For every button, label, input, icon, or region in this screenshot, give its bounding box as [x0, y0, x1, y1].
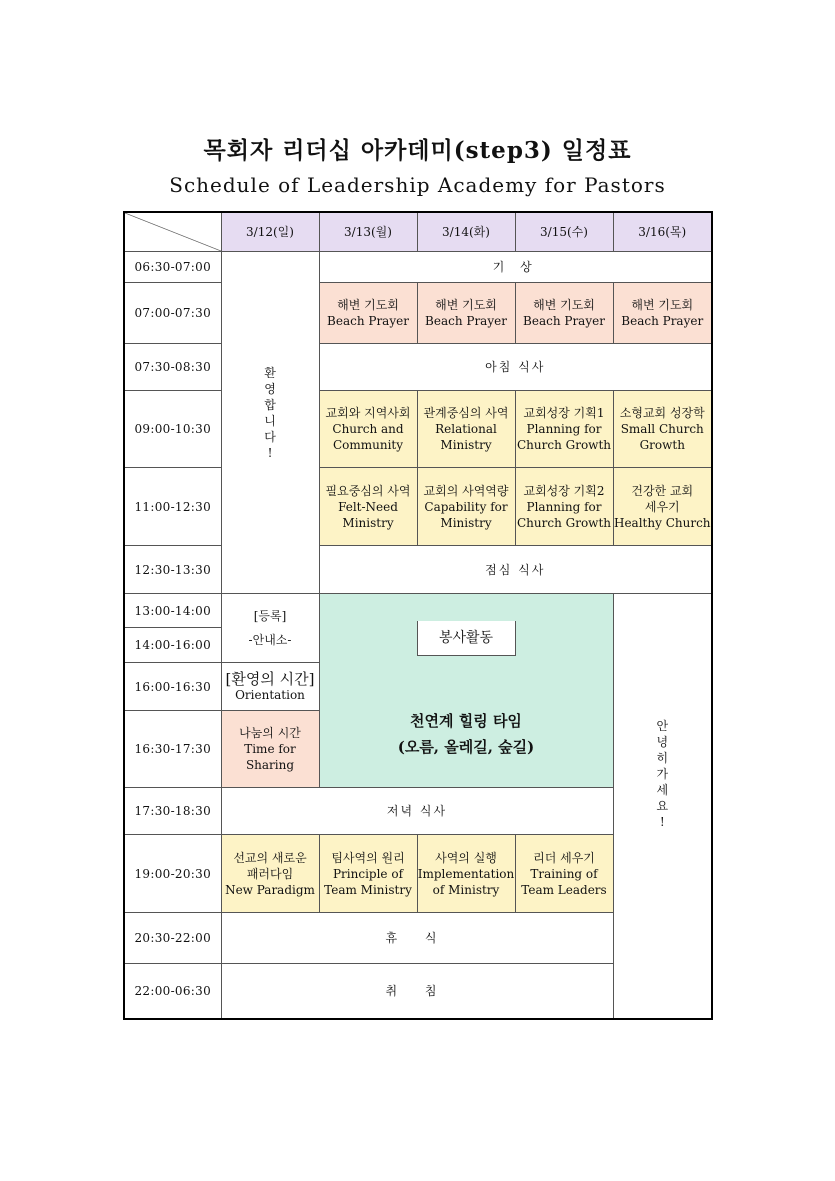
welcome-char: ! — [267, 445, 273, 460]
session-title-en: Ministry — [440, 515, 492, 530]
day-header: 3/12(일) — [221, 212, 319, 252]
welcome-char: 영 — [264, 381, 276, 396]
session-title-kr: 세우기 — [644, 499, 680, 514]
healing-cell — [319, 594, 613, 788]
beach-prayer-cell — [319, 283, 417, 344]
session-title-kr: 해변 기도회 — [533, 298, 595, 312]
session-title-kr: 패러다임 — [246, 866, 294, 881]
session-title-en: of Ministry — [432, 882, 500, 897]
session-cell — [515, 468, 613, 546]
session-title-en: Church and — [332, 422, 404, 436]
session-cell — [613, 391, 712, 468]
healing-title: 천연계 힐링 타임 — [410, 711, 522, 730]
goodbye-char: 세 — [656, 782, 669, 797]
session-cell — [515, 835, 613, 913]
time-slot: 07:30-08:30 — [124, 344, 221, 391]
welcome-char: 다 — [264, 429, 276, 444]
corner-cell — [124, 212, 221, 252]
goodbye-char: 히 — [656, 750, 669, 765]
session-title-kr: 해변 기도회 — [631, 298, 694, 312]
beach-prayer-cell — [515, 283, 613, 344]
session-title-kr: 사역의 실행 — [435, 850, 497, 865]
orientation-title: [환영의 시간] — [225, 669, 315, 688]
time-slot: 11:00-12:30 — [124, 468, 221, 546]
dinner-cell: 저녁 식사 — [221, 788, 613, 835]
session-title-en: Planning for — [526, 499, 602, 514]
session-title-en: Capability for — [424, 499, 508, 514]
session-title-kr: 선교의 새로운 — [233, 850, 307, 865]
welcome-char: 합 — [264, 397, 276, 412]
session-title-en: Beach Prayer — [327, 314, 409, 328]
session-cell — [319, 468, 417, 546]
session-title-en: Felt-Need — [338, 499, 398, 514]
time-slot: 19:00-20:30 — [124, 835, 221, 913]
day-header: 3/13(월) — [319, 212, 417, 252]
time-slot: 06:30-07:00 — [124, 252, 221, 283]
sharing-cell — [221, 711, 319, 788]
service-activity-box: 봉사활동 — [417, 621, 516, 656]
sharing-title: 나눔의 시간 — [239, 726, 301, 740]
session-title-en: Ministry — [342, 515, 394, 530]
breakfast-cell: 아침 식사 — [319, 344, 712, 391]
page-title: 목회자 리더십 아카데미(step3) 일정표 — [203, 137, 632, 164]
session-cell — [515, 391, 613, 468]
session-title-kr: 팀사역의 원리 — [331, 850, 405, 865]
time-slot: 16:00-16:30 — [124, 663, 221, 711]
sharing-en: Sharing — [245, 758, 295, 772]
wake-up-cell: 기 상 — [319, 252, 712, 283]
time-slot: 16:30-17:30 — [124, 711, 221, 788]
beach-prayer-cell — [417, 283, 515, 344]
goodbye-char: 요 — [656, 798, 669, 813]
session-title-en: Community — [332, 438, 404, 452]
session-cell — [417, 468, 515, 546]
session-title-kr: 소형교회 성장학 — [619, 406, 705, 420]
day-header: 3/16(목) — [613, 212, 712, 252]
time-slot: 17:30-18:30 — [124, 788, 221, 835]
time-slot: 09:00-10:30 — [124, 391, 221, 468]
welcome-char: 환 — [264, 365, 276, 380]
day-header: 3/15(수) — [515, 212, 613, 252]
page-subtitle: Schedule of Leadership Academy for Pastors — [169, 173, 666, 197]
goodbye-char: 가 — [656, 766, 669, 781]
session-title-kr: 교회성장 기획2 — [523, 483, 605, 498]
session-title-kr: 해변 기도회 — [337, 298, 399, 312]
day-header: 3/14(화) — [417, 212, 515, 252]
session-title-en: Healthy Church — [613, 515, 711, 530]
sleep-cell: 취 침 — [221, 964, 613, 1019]
rest-cell: 휴 식 — [221, 913, 613, 964]
lunch-cell: 점심 식사 — [319, 546, 712, 594]
session-title-en: Implementation — [417, 866, 515, 881]
session-title-en: Team Leaders — [521, 882, 607, 897]
session-title-en: Beach Prayer — [425, 314, 507, 328]
session-title-en: Principle of — [332, 866, 404, 881]
time-slot: 20:30-22:00 — [124, 913, 221, 964]
session-cell — [221, 835, 319, 913]
session-cell — [319, 835, 417, 913]
registration-label: [등록] — [253, 609, 287, 623]
session-title-kr: 필요중심의 사역 — [325, 483, 411, 498]
session-title-en: New Paradigm — [225, 882, 315, 897]
session-title-en: Planning for — [526, 422, 602, 436]
session-cell — [613, 468, 712, 546]
session-title-en: Beach Prayer — [621, 314, 704, 328]
orientation-en: Orientation — [235, 687, 305, 702]
session-title-kr: 건강한 교회 — [631, 483, 694, 498]
session-title-kr: 해변 기도회 — [435, 298, 497, 312]
registration-sub: -안내소- — [248, 633, 292, 647]
session-title-en: Growth — [639, 438, 685, 452]
session-cell — [319, 391, 417, 468]
sharing-en: Time for — [244, 742, 296, 756]
goodbye-char: 녕 — [656, 734, 669, 749]
time-slot: 22:00-06:30 — [124, 964, 221, 1019]
welcome-char: 니 — [264, 413, 276, 428]
registration-cell — [221, 594, 319, 663]
session-title-en: Church Growth — [516, 438, 611, 452]
orientation-cell — [221, 663, 319, 711]
goodbye-char: ! — [659, 814, 665, 829]
goodbye-char: 안 — [656, 718, 669, 733]
session-title-en: Beach Prayer — [523, 314, 605, 328]
session-cell — [417, 391, 515, 468]
time-slot: 13:00-14:00 — [124, 594, 221, 628]
session-title-kr: 관계중심의 사역 — [423, 406, 509, 420]
welcome-cell — [221, 252, 319, 594]
time-slot: 12:30-13:30 — [124, 546, 221, 594]
session-title-en: Small Church — [620, 422, 704, 436]
session-title-en: Ministry — [440, 438, 492, 452]
session-title-en: Training of — [530, 866, 598, 881]
session-title-kr: 교회와 지역사회 — [325, 406, 411, 420]
beach-prayer-cell — [613, 283, 712, 344]
session-title-kr: 교회성장 기획1 — [523, 406, 605, 420]
session-title-en: Church Growth — [516, 515, 611, 530]
time-slot: 14:00-16:00 — [124, 628, 221, 663]
session-title-en: Relational — [435, 422, 497, 436]
session-cell — [417, 835, 515, 913]
session-title-kr: 교회의 사역역량 — [423, 483, 509, 498]
healing-subtitle: (오름, 올레길, 숲길) — [397, 737, 535, 756]
session-title-en: Team Ministry — [324, 882, 412, 897]
goodbye-cell — [613, 594, 712, 1019]
time-slot: 07:00-07:30 — [124, 283, 221, 344]
schedule-table — [123, 211, 713, 1020]
session-title-kr: 리더 세우기 — [533, 850, 595, 865]
